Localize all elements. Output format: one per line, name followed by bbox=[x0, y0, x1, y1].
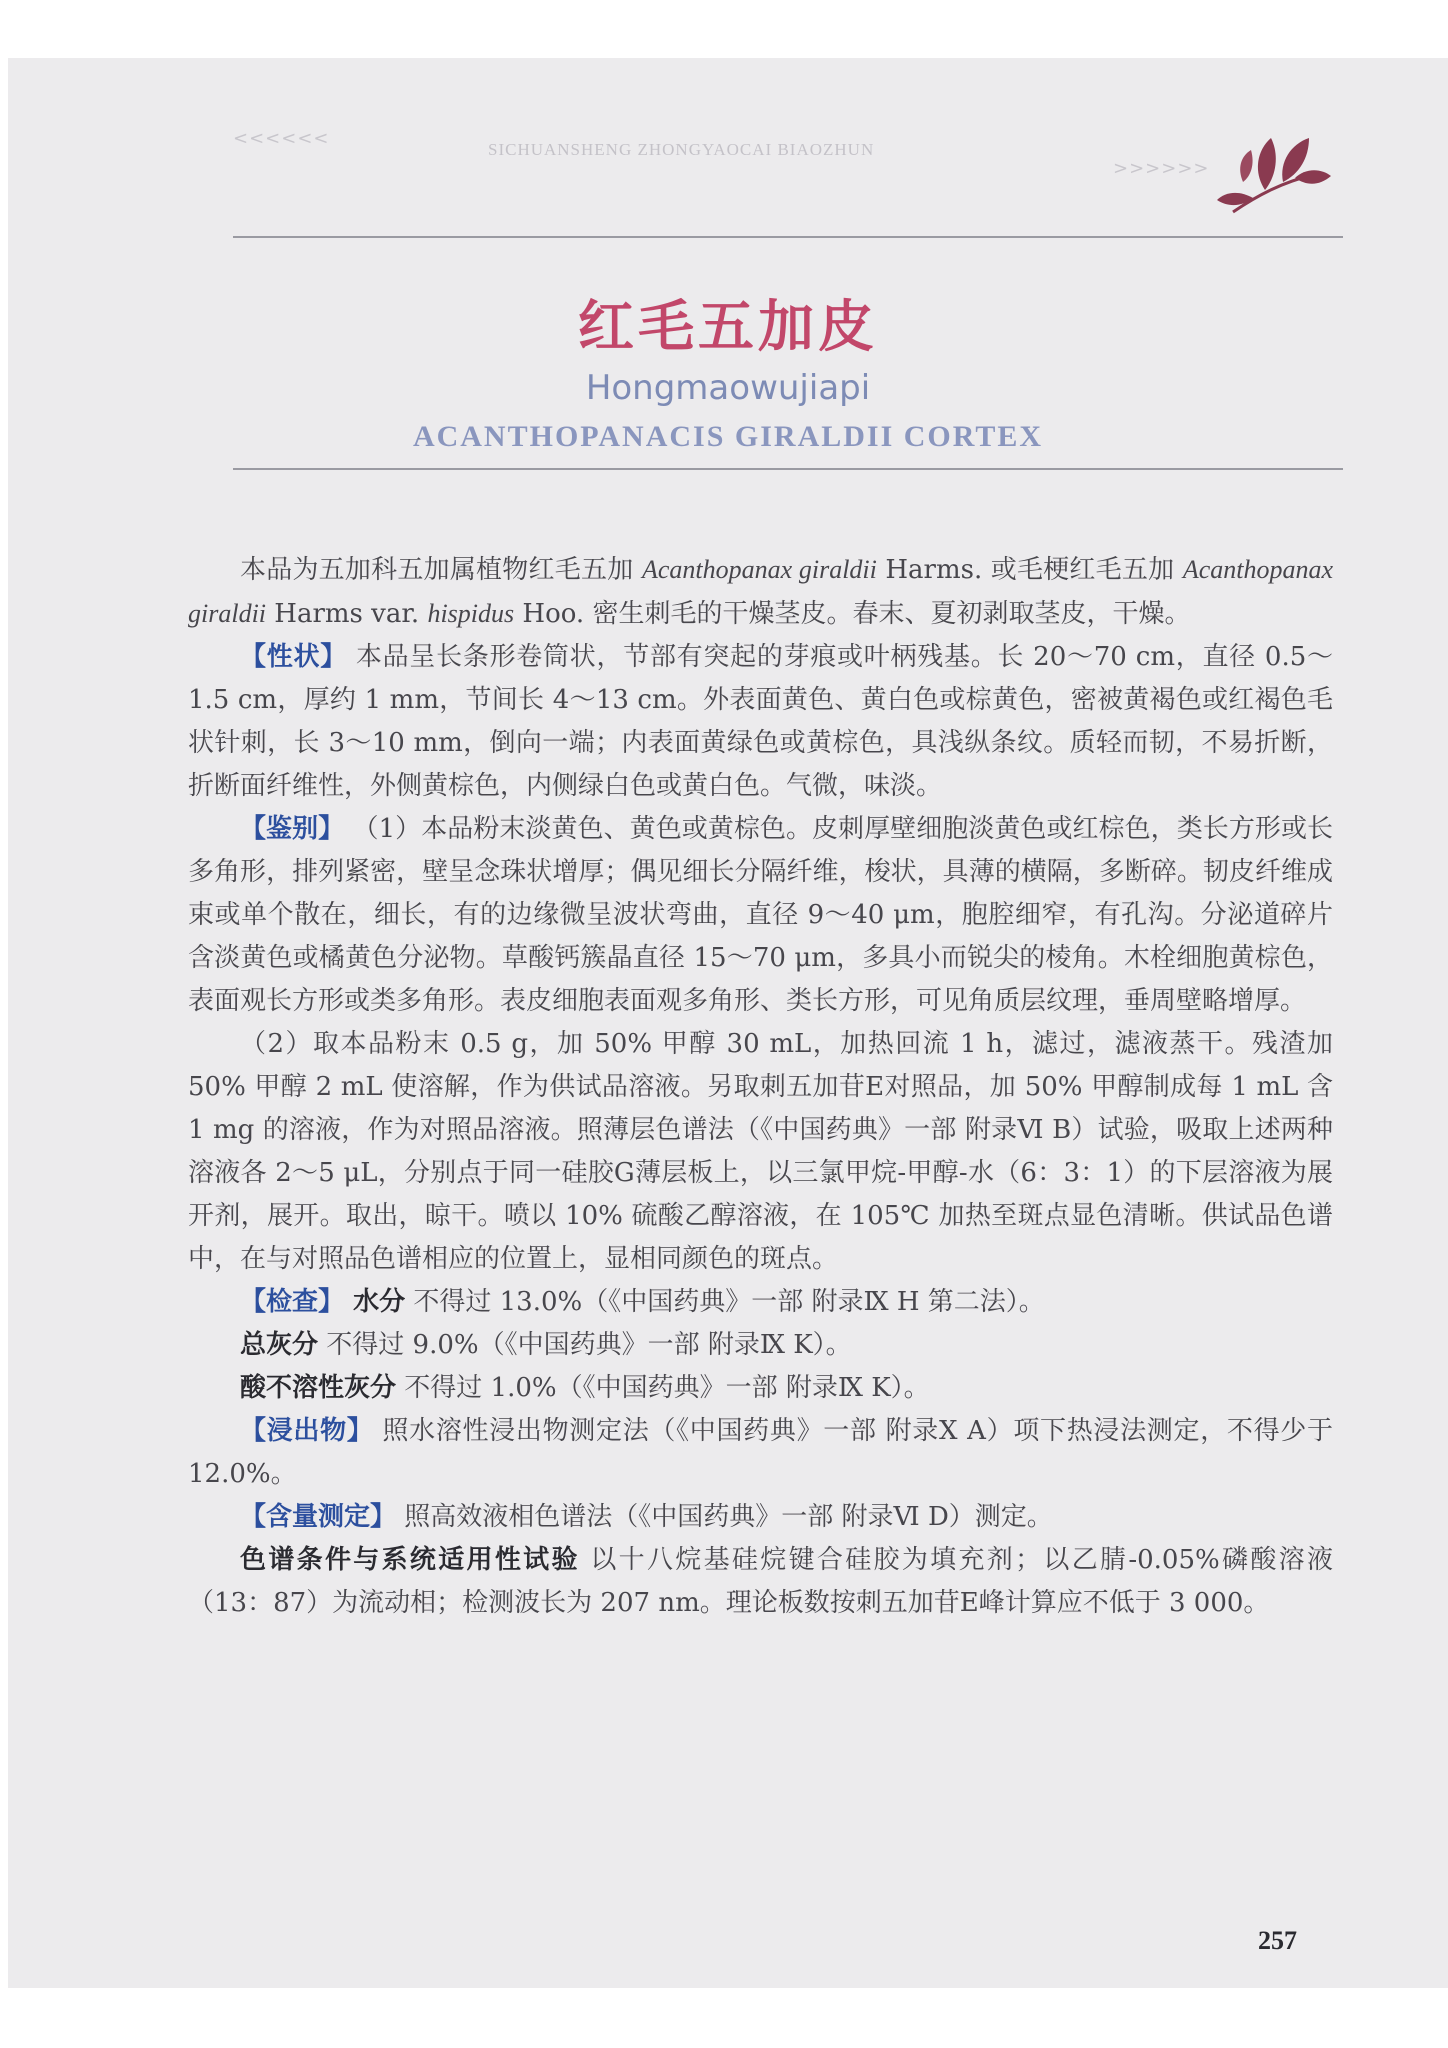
subsection-label: 水分 bbox=[344, 1287, 406, 1317]
book-page bbox=[8, 58, 1448, 1988]
monograph-body bbox=[188, 548, 1333, 1625]
intro-paragraph: 本品为五加科五加属植物红毛五加 Acanthopanax giraldii Harms. 或毛梗红毛五加 Acanthopanax giraldii Harms var. hispidus Hoo. 密生刺毛的干燥茎皮。春末、夏初剥取茎皮，干燥。 bbox=[188, 555, 1334, 629]
chromatographic-conditions: 色谱条件与系统适用性试验 以十八烷基硅烷键合硅胶为填充剂；以乙腈-0.05%磷酸溶液（13：87）为流动相；检测波长为 207 nm。理论板数按刺五加苷E峰计算应不低于 3 000。 bbox=[188, 1545, 1333, 1618]
variety-name: hispidus bbox=[427, 599, 515, 628]
subsection-label: 总灰分 bbox=[240, 1330, 319, 1360]
section-label: 【性状】 bbox=[240, 642, 347, 672]
monograph-title-pinyin: Hongmaowujiapi bbox=[585, 368, 871, 408]
section-label: 【浸出物】 bbox=[240, 1416, 374, 1446]
acid-insoluble-ash-item: 酸不溶性灰分 不得过 1.0%（《中国药典》一部 附录Ⅸ K）。 bbox=[240, 1373, 930, 1403]
total-ash-item: 总灰分 不得过 9.0%（《中国药典》一部 附录Ⅸ K）。 bbox=[240, 1330, 852, 1360]
identification-section: 【鉴别】 （1）本品粉末淡黄色、黄色或黄棕色。皮刺厚壁细胞淡黄色或红棕色，类长方形或长多角形，排列紧密，壁呈念珠状增厚；偶见细长分隔纤维，梭状，具薄的横隔，多断碎。韧皮纤维成束或单个散在，细长，有的边缘微呈波状弯曲，直径 9～40 μm，胞腔细窄，有孔沟。分泌道碎片含淡黄色或橘黄色分泌物。草酸钙簇晶直径 15～70 μm，多具小而锐尖的棱角。木栓细胞黄棕色，表面观长方形或类多角形。表皮细胞表面观多角形、类长方形，可见角质层纹理，垂周壁略增厚。 bbox=[188, 814, 1333, 1016]
species-name: Acanthopanax giraldii bbox=[641, 555, 877, 584]
monograph-title-chinese: 红毛五加皮 bbox=[578, 294, 878, 360]
section-label: 【鉴别】 bbox=[240, 814, 345, 844]
title-rule bbox=[233, 468, 1343, 470]
page-number: 257 bbox=[1258, 1926, 1297, 1955]
header-rule bbox=[233, 236, 1343, 238]
section-label: 【检查】 bbox=[240, 1287, 345, 1317]
subsection-label: 酸不溶性灰分 bbox=[240, 1373, 397, 1403]
inspection-section: 【检查】 水分 不得过 13.0%（《中国药典》一部 附录Ⅸ H 第二法）。 bbox=[240, 1287, 1045, 1317]
monograph-title-latin: ACANTHOPANACIS GIRALDII CORTEX bbox=[412, 420, 1044, 453]
leaf-sprig-icon bbox=[1213, 120, 1333, 220]
identification-tlc-paragraph: （2）取本品粉末 0.5 g，加 50% 甲醇 30 mL，加热回流 1 h，滤过，滤液蒸干。残渣加 50% 甲醇 2 mL 使溶解，作为供试品溶液。另取刺五加苷E对照品，加 50% 甲醇制成每 1 mL 含 1 mg 的溶液，作为对照品溶液。照薄层色谱法（《中国药典》一部 附录Ⅵ B）试验，吸取上述两种溶液各 2～5 μL，分别点于同一硅胶G薄层板上，以三氯甲烷-甲醇-水（6：3：1）的下层溶液为展开剂，展开。取出，晾干。喷以 10% 硫酸乙醇溶液，在 105℃ 加热至斑点显色清晰。供试品色谱中，在与对照品色谱相应的位置上，显相同颜色的斑点。 bbox=[188, 1029, 1333, 1274]
description-section: 【性状】 本品呈长条形卷筒状，节部有突起的芽痕或叶柄残基。长 20～70 cm，直径 0.5～1.5 cm，厚约 1 mm，节间长 4～13 cm。外表面黄色、黄白色或棕黄色，密被黄褐色或红褐色毛状针刺，长 3～10 mm，倒向一端；内表面黄绿色或黄棕色，具浅纵条纹。质轻而韧，不易折断，折断面纤维性，外侧黄棕色，内侧绿白色或黄白色。气微，味淡。 bbox=[188, 642, 1333, 801]
assay-section: 【含量测定】 照高效液相色谱法（《中国药典》一部 附录Ⅵ D）测定。 bbox=[240, 1502, 1053, 1532]
species-name: Acanthopanax giraldii bbox=[188, 555, 1334, 628]
subsection-label: 色谱条件与系统适用性试验 bbox=[240, 1545, 580, 1575]
header-right-ornament: >>>>>> bbox=[1113, 158, 1210, 179]
section-label: 【含量测定】 bbox=[240, 1502, 397, 1532]
extract-section: 【浸出物】 照水溶性浸出物测定法（《中国药典》一部 附录Ⅹ A）项下热浸法测定，不得少于12.0%。 bbox=[188, 1416, 1333, 1489]
running-head: SICHUANSHENG ZHONGYAOCAI BIAOZHUN bbox=[488, 140, 875, 159]
header-left-ornament: <<<<<< bbox=[233, 128, 330, 149]
